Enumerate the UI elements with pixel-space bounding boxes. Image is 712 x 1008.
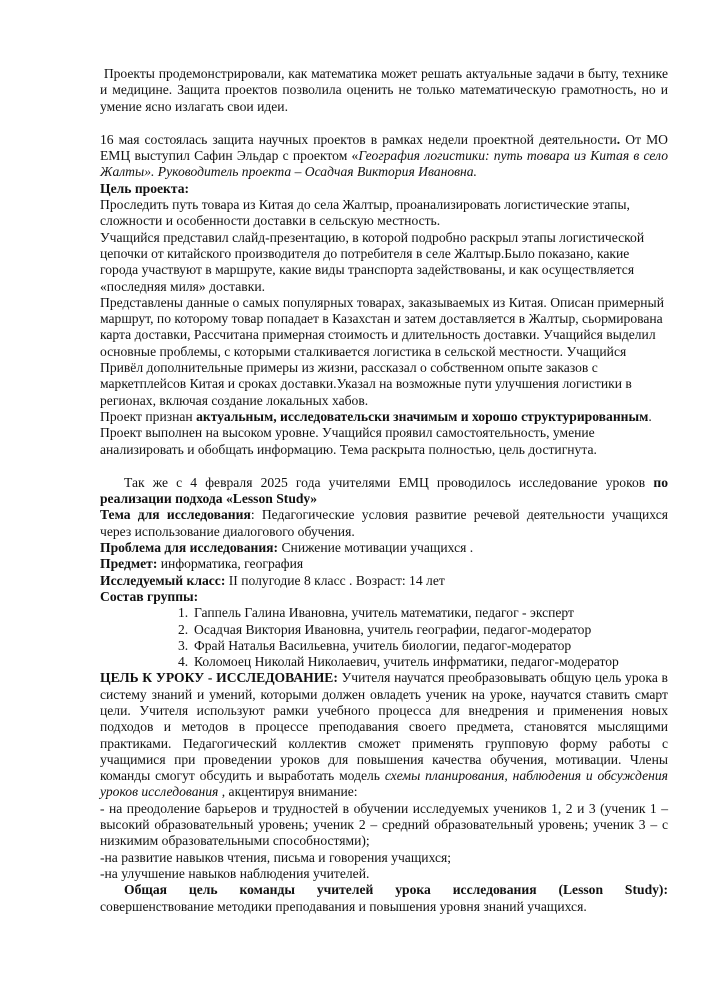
goal-heading: Цель проекта:	[100, 180, 190, 196]
list-item: 1. Гаппель Галина Ивановна, учитель математики, педагог - эксперт	[178, 605, 574, 621]
paragraph-evaluation: Проект признан актуальным, исследовательски значимым и хорошо структурированным. Проект выполнен на высоком уровне. Учащийся проявил самостоятельность, умение анализировать и обобщать информацию. Тема раскрыта полностью, цель достигнута.	[100, 408, 652, 457]
research-subject: Предмет: информатика, география	[100, 556, 304, 572]
bullet-barriers: - на преодоление барьеров и трудностей в обучении исследуемых учеников 1, 2 и 3 (ученик 1 – высокий образовательный уровень; ученик 2 – средний образовательный уровень; ученик 3 – с низкимим образовательными способностями);	[100, 800, 668, 849]
lesson-goal-paragraph: ЦЕЛЬ К УРОКУ - ИССЛЕДОВАНИЕ: Учителя научатся преобразовывать общую цель урока в систему знаний и умений, которыми должен овладеть ученик на уроке, научатся ставить смарт цели. Учителя используют рамки учебного процесса для внедрения и применения новых подходов и методов в процессе преподавания своего предмета, становятся мыслящими практиками. Педагогический коллектив сможет применять групповую форму работы с учащимися при проведении уроков для повышения качества обучения, мотивации. Члены команды смогут обсудить и выработать модель схемы планирования, наблюдения и обсуждения уроков исследования , акцентируя внимание:	[100, 670, 668, 800]
goal-text: Проследить путь товара из Китая до села Жалтыр, проанализировать логистические этапы, сложности и особенности доставки в сельскую местность.	[100, 197, 630, 229]
research-theme: Тема для исследования: Педагогические условия развитие речевой деятельности учащихся через использование диалогового обучения.	[100, 507, 668, 539]
group-heading: Состав группы:	[100, 588, 199, 604]
paragraph-data: Представлены данные о самых популярных товарах, заказываемых из Китая. Описан примерный маршрут, по которому товар попадает в Казахстан и затем доставляется в Жалтыр, сьормирована карта доставки, Рассчитана примерная стоимость и длительность доставки. Учащийся выделил основные проблемы, с которыми сталкивается логистика в сельской местности. Учащийся Привёл дополнительные примеры из жизни, рассказал о собственном опыте заказов с маркетплейсов Китая и сроках доставки.Указал на возможные пути улучшения логистики в регионах, включая создание локальных хабов.	[100, 294, 664, 408]
bullet-skills: -на развитие навыков чтения, письма и говорения учащихся;	[100, 849, 452, 865]
research-problem: Проблема для исследования: Снижение мотивации учащихся .	[100, 540, 474, 556]
list-item: 2. Осадчая Виктория Ивановна, учитель географии, педагог-модератор	[178, 621, 592, 637]
research-class: Исследуемый класс: II полугодие 8 класс . Возраст: 14 лет	[100, 572, 445, 588]
bullet-observation: -на улучшение навыков наблюдения учителей.	[100, 865, 370, 881]
group-members-list	[100, 605, 668, 670]
common-goal-text: совершенствование методики преподавания и повышения уровня знаний учащихся.	[100, 898, 587, 914]
common-goal-heading: Общая цель команды учителей урока исследования (Lesson Study):	[124, 882, 668, 898]
paragraph-project-defense: 16 мая состоялась защита научных проектов в рамках недели проектной деятельности. От МО ЕМЦ выступил Сафин Эльдар с проектом «География логистики: путь товара из Китая в село Жалты». Руководитель проекта – Осадчая Виктория Ивановна.	[100, 131, 668, 180]
paragraph-lesson-study-intro: Так же с 4 февраля 2025 года учителями ЕМЦ проводилось исследование уроков по реализации подхода «Lesson Study»	[100, 474, 668, 507]
paragraph-math-projects: Проекты продемонстрировали, как математика может решать актуальные задачи в быту, технике и медицине. Защита проектов позволила оценить не только математическую грамотность, но и умение ясно излагать свои идеи.	[100, 66, 668, 114]
list-item: 3. Фрай Наталья Васильевна, учитель биологии, педагог-модератор	[178, 637, 572, 653]
paragraph-presentation: Учащийся представил слайд-презентацию, в которой подробно раскрыл этапы логистической цепочки от китайского производителя до потребителя в селе Жалтыр.Было показано, какие города участвуют в маршруте, какие виды транспорта задействованы, и как осуществляется «последняя миля» доставки.	[100, 229, 645, 294]
list-item: 4. Коломоец Николай Николаевич, учитель инфрматики, педагог-модератор	[178, 654, 619, 670]
